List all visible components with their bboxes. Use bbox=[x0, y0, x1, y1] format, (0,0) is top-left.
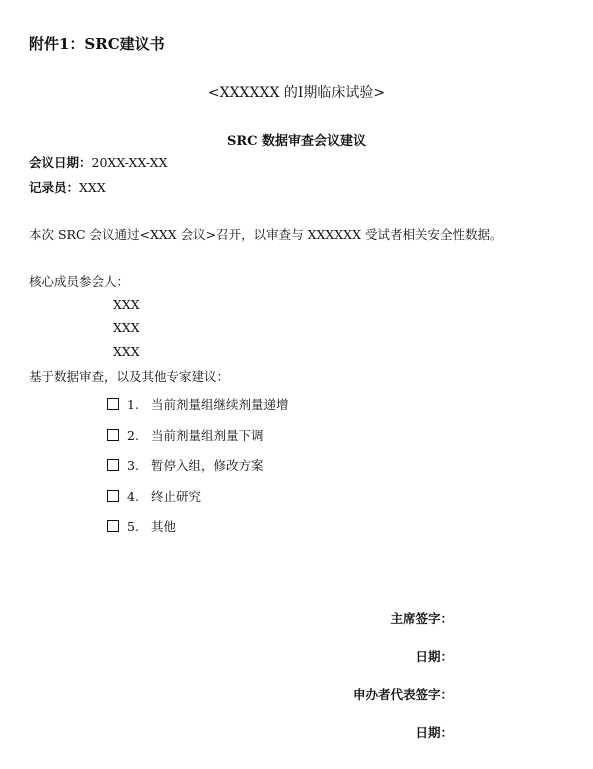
option-number: 5. bbox=[127, 518, 139, 534]
meeting-date-line bbox=[29, 153, 167, 171]
checkbox[interactable] bbox=[107, 490, 119, 502]
option-number: 1. bbox=[127, 396, 139, 412]
appendix-title: 附件1：SRC建议书 bbox=[29, 35, 165, 53]
member-name: XXX bbox=[113, 297, 140, 312]
option-pause-enrollment[interactable] bbox=[107, 456, 264, 474]
chair-date-label: 日期： bbox=[415, 649, 453, 664]
option-text: 当前剂量组剂量下调 bbox=[151, 428, 264, 443]
option-number: 3. bbox=[127, 457, 139, 473]
meeting-date-label: 会议日期： bbox=[29, 155, 92, 170]
recorder-label: 记录员： bbox=[29, 180, 80, 195]
sponsor-signature-label: 申办者代表签字： bbox=[352, 687, 453, 702]
checkbox[interactable] bbox=[107, 459, 119, 471]
option-text: 终止研究 bbox=[151, 489, 202, 504]
recorder-line bbox=[29, 178, 106, 196]
checkbox[interactable] bbox=[107, 429, 119, 441]
option-text: 其他 bbox=[151, 519, 177, 534]
chair-signature-label: 主席签字： bbox=[390, 611, 453, 626]
option-continue-escalation[interactable] bbox=[107, 395, 289, 413]
trial-title: <XXXXXX 的I期临床试验> bbox=[207, 85, 386, 101]
member-name: XXX bbox=[113, 344, 140, 359]
option-number: 4. bbox=[127, 488, 139, 504]
checkbox[interactable] bbox=[107, 520, 119, 532]
recorder-value: XXX bbox=[79, 180, 106, 195]
option-dose-reduction[interactable] bbox=[107, 426, 264, 444]
member-name: XXX bbox=[113, 320, 140, 335]
recommendation-label: 基于数据审查，以及其他专家建议： bbox=[29, 369, 230, 384]
meeting-date-value: 20XX-XX-XX bbox=[91, 155, 168, 170]
option-text: 当前剂量组继续剂量递增 bbox=[151, 397, 289, 412]
option-terminate-study[interactable] bbox=[107, 487, 201, 505]
checkbox[interactable] bbox=[107, 398, 119, 410]
sponsor-date-label: 日期： bbox=[415, 725, 453, 740]
option-number: 2. bbox=[127, 427, 139, 443]
members-label: 核心成员参会人： bbox=[29, 274, 130, 289]
option-other[interactable] bbox=[107, 517, 176, 535]
section-title: SRC 数据审查会议建议 bbox=[226, 134, 367, 149]
intro-paragraph: 本次 SRC 会议通过<XXX 会议>召开，以审查与 XXXXXX 受试者相关安全性数据。 bbox=[29, 227, 503, 242]
option-text: 暂停入组，修改方案 bbox=[151, 458, 264, 473]
